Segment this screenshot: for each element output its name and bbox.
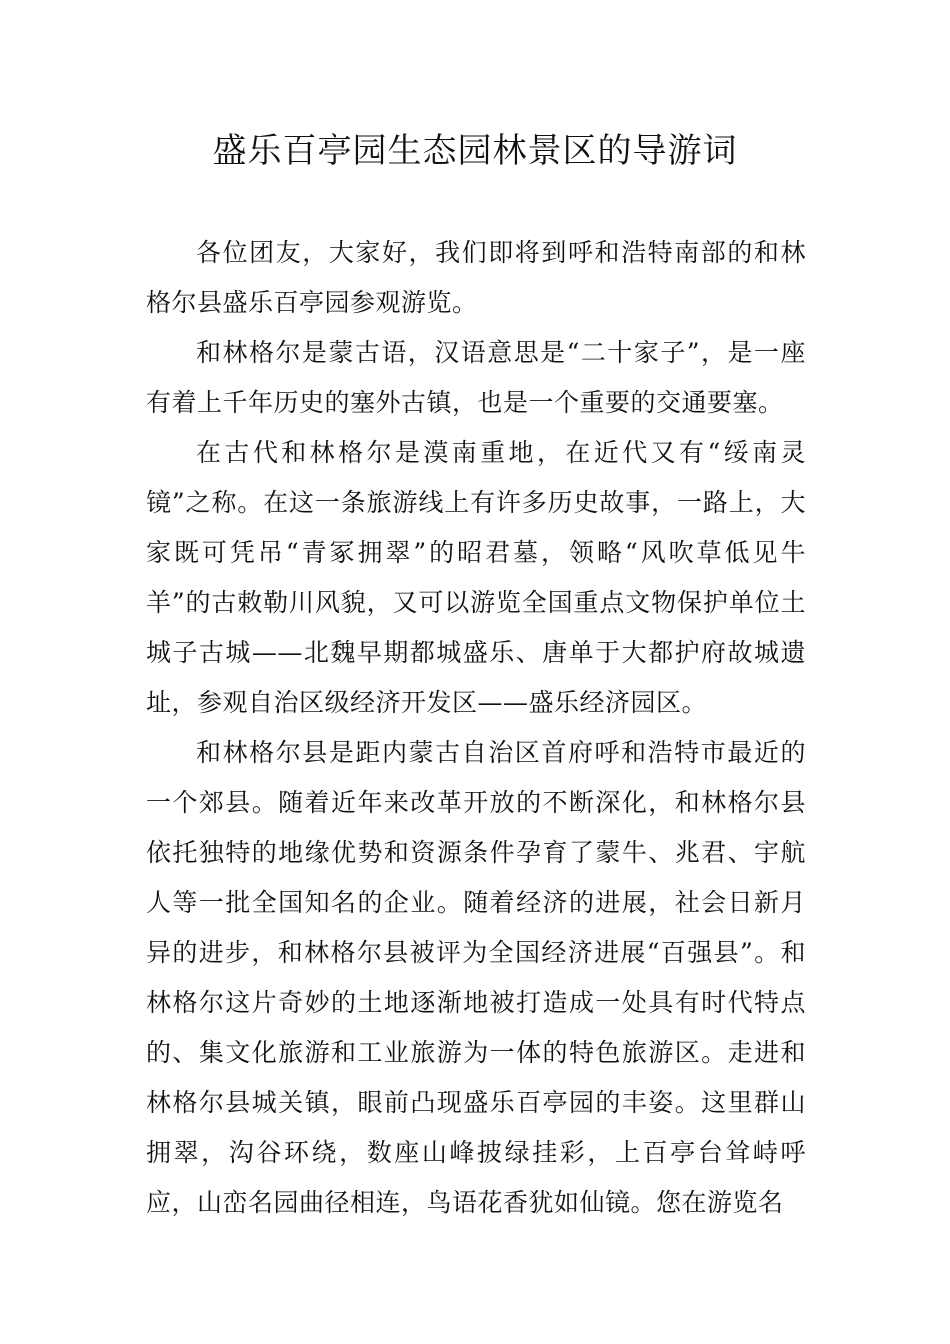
paragraph-4: 和林格尔县是距内蒙古自治区首府呼和浩特市最近的一个郊县。随着近年来改革开放的不断深化，和林格尔县依托独特的地缘优势和资源条件孕育了蒙牛、兆君、宇航人等一批全国知名的企业。随着经济的进展，社会日新月异的进步，和林格尔县被评为全国经济进展“百强县”。和林格尔这片奇妙的土地逐渐地被打造成一处具有时代特点的、集文化旅游和工业旅游为一体的特色旅游区。走进和林格尔县城关镇，眼前凸现盛乐百亭园的丰姿。这里群山拥翠，沟谷环绕，数座山峰披绿挂彩，上百亭台耸峙呼应，山峦名园曲径相连，鸟语花香犹如仙镜。您在游览名 <box>146 738 806 1217</box>
document-body <box>146 228 806 1228</box>
paragraph-2: 和林格尔是蒙古语，汉语意思是“二十家子”，是一座有着上千年历史的塞外古镇，也是一个重要的交通要塞。 <box>146 338 806 417</box>
paragraph-1: 各位团友，大家好，我们即将到呼和浩特南部的和林格尔县盛乐百亭园参观游览。 <box>146 238 806 317</box>
paragraph-3: 在古代和林格尔是漠南重地，在近代又有“绥南灵镜”之称。在这一条旅游线上有许多历史故事，一路上，大家既可凭吊“青冢拥翠”的昭君墓，领略“风吹草低见牛羊”的古敕勒川风貌，又可以游览全国重点文物保护单位土城子古城——北魏早期都城盛乐、唐单于大都护府故城遗址，参观自治区级经济开发区——盛乐经济园区。 <box>146 438 806 717</box>
page-title: 盛乐百亭园生态园林景区的导游词 <box>212 131 738 171</box>
